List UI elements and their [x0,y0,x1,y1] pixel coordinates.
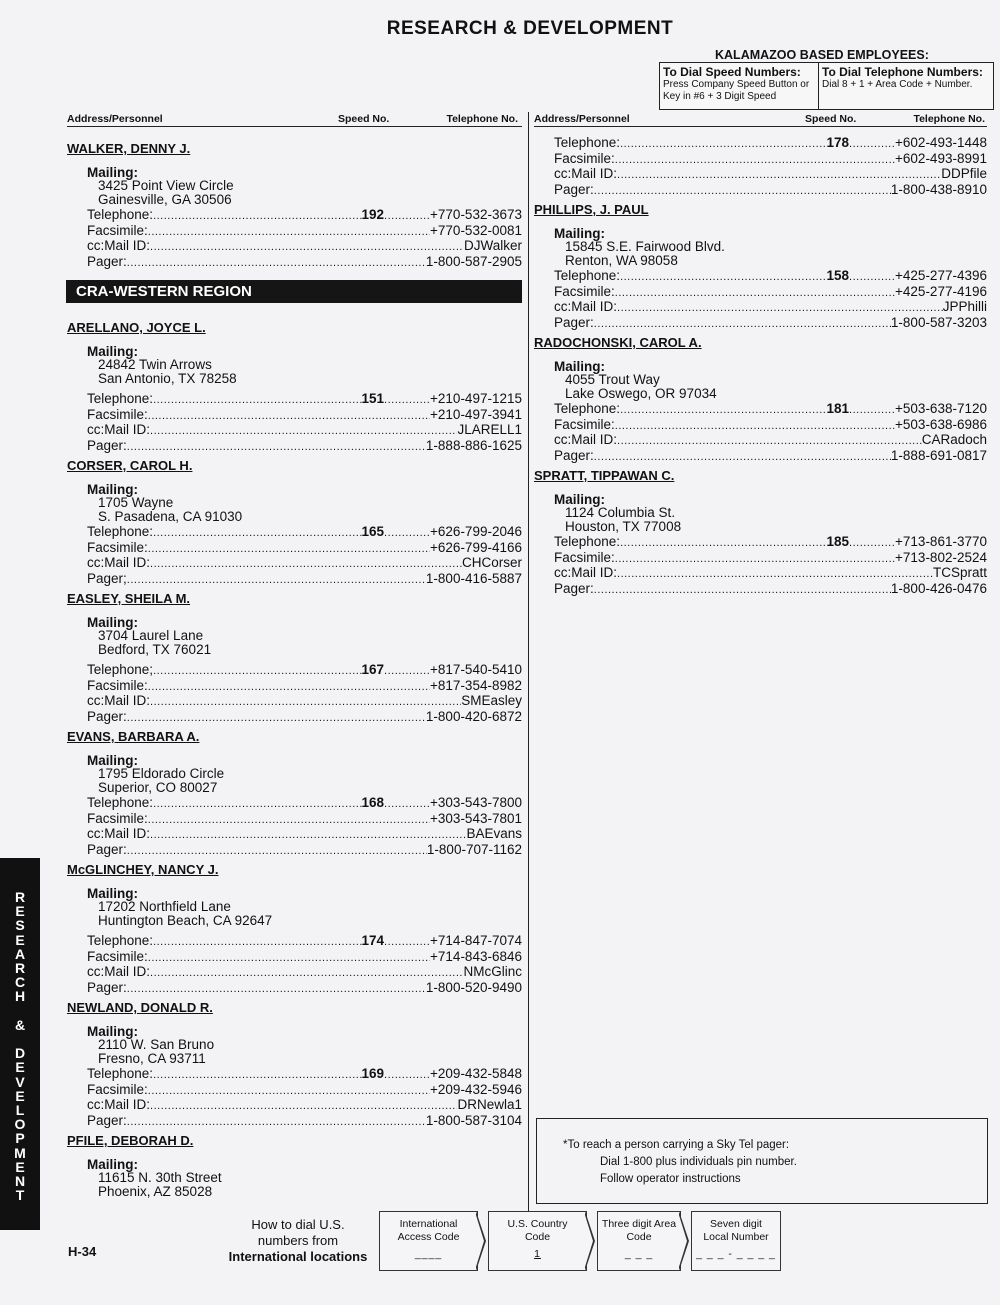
entry-name: RADOCHONSKI, CAROL A. [534,335,702,350]
pager-row: Pager: ..... 1-800-426-0476 [554,582,987,598]
dial-step-access-code: International Access Code ____ [379,1211,478,1271]
entry-name: McGLINCHEY, NANCY J. [67,862,219,877]
column-header-left [67,112,522,127]
address-line: Phoenix, AZ 85028 [98,1183,213,1199]
address-line: Superior, CO 80027 [98,779,218,795]
telephone-row: Telephone: ..... 165 ..... +626-799-2046 [87,525,522,541]
address-line: 11615 N. 30th Street [98,1170,222,1185]
speed-column-header: Speed No. [338,113,390,125]
address-line: Gainesville, GA 30506 [98,191,232,207]
ccmail-row: cc:Mail ID: ..... DDPfile [554,167,987,183]
address-line: S. Pasadena, CA 91030 [98,508,243,524]
pager-row: Pager; ..... 1-800-416-5887 [87,572,522,588]
speed-number: 167 [361,662,385,677]
pager-number: 1-888-886-1625 [425,437,522,453]
address-line: 3704 Laurel Lane [98,628,204,643]
facsimile-row: Facsimile: ..... +210-497-3941 [87,408,522,424]
dial-step-area-code: Three digit Area Code _ _ _ [597,1211,681,1271]
speed-dial-line: Press Company Speed Button or [663,79,810,90]
telephone-row: Telephone: ..... 192 ..... +770-532-3673 [87,208,522,224]
speed-number: 169 [361,1066,385,1081]
entry-name: WALKER, DENNY J. [67,141,191,156]
ccmail-row: cc:Mail ID: ..... DJWalker [87,239,522,255]
ccmail-row: cc:Mail ID: ..... SMEasley [87,694,522,710]
address-line: 2110 W. San Bruno [98,1037,215,1052]
telephone-number: +626-799-2046 [430,524,522,539]
telephone-row: Telephone: ..... 158 ..... +425-277-4396 [554,269,987,285]
pager-number: 1-800-707-1162 [426,841,522,857]
dial-step-country-code: U.S. Country Code 1 [488,1211,587,1271]
address-line: Renton, WA 98058 [565,252,678,268]
ccmail-id: TCSpratt [932,565,987,580]
telephone-row: Telephone: ..... 178 ..... +602-493-1448 [554,136,987,152]
speed-number: 158 [826,268,850,283]
entry-name: PHILLIPS, J. PAUL [534,202,649,217]
address-line: 15845 S.E. Fairwood Blvd. [565,239,725,254]
directory-entry [67,319,522,454]
address-line: 4055 Trout Way [565,372,660,387]
entry-name: NEWLAND, DONALD R. [67,1000,213,1015]
note-line: Dial 1-800 plus individuals pin number. [600,1156,797,1168]
facsimile-row: Facsimile: ..... +714-843-6846 [87,950,522,966]
pager-row: Pager: ..... 1-800-587-2905 [87,255,522,271]
speed-number: 185 [826,534,850,549]
address-line: 17202 Northfield Lane [98,899,231,914]
howto-line: International locations [228,1249,368,1264]
facsimile-row: Facsimile: ..... +770-532-0081 [87,224,522,240]
speed-column-header: Speed No. [805,113,857,125]
pager-row: Pager: ..... 1-800-587-3104 [87,1114,522,1130]
mailing-label: Mailing: [87,482,138,497]
telephone-number: +713-861-3770 [895,534,987,549]
pager-number: 1-800-587-3104 [425,1112,522,1128]
mailing-label: Mailing: [554,492,605,507]
facsimile-row: Facsimile: ..... +209-432-5946 [87,1083,522,1099]
ccmail-id: JPPhilli [942,299,987,314]
pager-row: Pager: ..... 1-800-438-8910 [554,183,987,199]
mailing-label: Mailing: [87,1024,138,1039]
fax-number: +425-277-4196 [895,283,987,299]
telephone-number: +817-540-5410 [430,662,522,677]
ccmail-row: cc:Mail ID: ..... BAEvans [87,827,522,843]
telephone-row: Telephone: ..... 181 ..... +503-638-7120 [554,402,987,418]
telephone-dial-instructions [819,63,986,109]
fax-number: +602-493-8991 [895,150,987,166]
page-number: H-34 [68,1244,97,1259]
right-column [534,136,987,600]
note-line: Follow operator instructions [600,1173,741,1185]
mailing-label: Mailing: [87,165,138,180]
telephone-dial-heading: To Dial Telephone Numbers: [822,65,983,79]
entry-name: CORSER, CAROL H. [67,458,193,473]
telephone-row: Telephone: ..... 174 ..... +714-847-7074 [87,934,522,950]
directory-entry [67,861,522,996]
ccmail-row: cc:Mail ID: ..... NMcGlinc [87,965,522,981]
ccmail-row: cc:Mail ID: ..... CARadoch [554,433,987,449]
ccmail-id: NMcGlinc [463,964,522,979]
mailing-label: Mailing: [87,615,138,630]
section-side-tab [0,858,40,1230]
telephone-row: Telephone: ..... 169 ..... +209-432-5848 [87,1067,522,1083]
facsimile-row: Facsimile: ..... +503-638-6986 [554,418,987,434]
fax-number: +714-843-6846 [430,948,522,964]
address-line: Bedford, TX 76021 [98,641,212,657]
address-line: 1705 Wayne [98,495,174,510]
pager-row: Pager: ..... 1-800-707-1162 [87,843,522,859]
ccmail-row: cc:Mail ID: ..... TCSpratt [554,566,987,582]
mailing-label: Mailing: [87,1157,138,1172]
fax-number: +303-543-7801 [430,810,522,826]
ccmail-id: DDPfile [941,166,987,181]
telephone-row: Telephone: ..... 151 ..... +210-497-1215 [87,392,522,408]
telephone-column-header: Telephone No. [913,113,985,125]
arrow-right-icon [679,1211,689,1271]
directory-entry [534,467,987,597]
facsimile-row: Facsimile: ..... +602-493-8991 [554,152,987,168]
telephone-number: +425-277-4396 [895,268,987,283]
speed-dial-line: Key in #6 + 3 Digit Speed [663,91,777,102]
pager-number: 1-800-587-3203 [890,314,987,330]
mailing-label: Mailing: [554,226,605,241]
fax-number: +770-532-0081 [430,222,522,238]
pager-number: 1-800-438-8910 [890,181,987,197]
ccmail-id: CHCorser [461,555,522,570]
telephone-row: Telephone; ..... 167 ..... +817-540-5410 [87,663,522,679]
mailing-label: Mailing: [554,359,605,374]
ccmail-id: JLARELL1 [457,422,522,437]
speed-dial-instructions [660,63,819,109]
speed-number: 174 [361,933,385,948]
fax-number: +817-354-8982 [430,677,522,693]
ccmail-id: DJWalker [463,238,522,253]
region-heading: CRA-WESTERN REGION [66,280,522,303]
howto-line: How to dial U.S. [251,1217,345,1232]
ccmail-id: DRNewla1 [457,1097,522,1112]
fax-number: +503-638-6986 [895,416,987,432]
mailing-label: Mailing: [87,886,138,901]
address-line: 1124 Columbia St. [565,505,676,520]
directory-entry [67,590,522,725]
dial-step-local-number: Seven digit Local Number _ _ _ - _ _ _ _ [691,1211,781,1271]
pager-number: 1-800-416-5887 [425,570,522,586]
sky-tel-note [536,1118,988,1204]
directory-entry [67,457,522,587]
speed-number: 181 [826,401,850,416]
column-divider [528,112,529,1212]
ccmail-id: BAEvans [466,826,522,841]
speed-number: 192 [361,207,385,222]
telephone-number: +209-432-5848 [430,1066,522,1081]
telephone-row: Telephone: ..... 168 ..... +303-543-7800 [87,796,522,812]
telephone-number: +714-847-7074 [430,933,522,948]
pager-row: Pager: ..... 1-800-420-6872 [87,710,522,726]
mailing-label: Mailing: [87,753,138,768]
fax-number: +209-432-5946 [430,1081,522,1097]
directory-entry [67,1132,522,1198]
page-title: RESEARCH & DEVELOPMENT [386,18,674,39]
directory-entry [67,999,522,1129]
telephone-dial-line: Dial 8 + 1 + Area Code + Number. [822,79,973,90]
ccmail-row: cc:Mail ID: ..... DRNewla1 [87,1098,522,1114]
howto-line: numbers from [257,1233,339,1248]
facsimile-row: Facsimile: ..... +425-277-4196 [554,285,987,301]
address-line: Lake Oswego, OR 97034 [565,385,717,401]
directory-entry [67,140,522,270]
directory-entry [534,334,987,464]
directory-entry [534,201,987,331]
fax-number: +210-497-3941 [430,406,522,422]
address-line: Fresno, CA 93711 [98,1050,206,1066]
note-line: *To reach a person carrying a Sky Tel pager: [563,1139,790,1151]
telephone-row: Telephone: ..... 185 ..... +713-861-3770 [554,535,987,551]
ccmail-row: cc:Mail ID: ..... JLARELL1 [87,423,522,439]
pager-row: Pager: ..... 1-800-520-9490 [87,981,522,997]
speed-number: 151 [361,391,385,406]
entry-name: ARELLANO, JOYCE L. [67,320,206,335]
left-column [67,138,522,1198]
telephone-number: +503-638-7120 [895,401,987,416]
address-line: 1795 Eldorado Circle [98,766,225,781]
international-dialing-title [222,1217,374,1265]
speed-dial-heading: To Dial Speed Numbers: [663,65,801,79]
pager-row: Pager: ..... 1-888-886-1625 [87,439,522,455]
address-line: Houston, TX 77008 [565,518,682,534]
pager-number: 1-800-587-2905 [425,253,522,269]
ccmail-row: cc:Mail ID: ..... CHCorser [87,556,522,572]
address-line: San Antonio, TX 78258 [98,370,237,386]
column-header-right [534,112,987,127]
speed-number: 178 [826,135,850,150]
mailing-label: Mailing: [87,344,138,359]
kalamazoo-title: KALAMAZOO BASED EMPLOYEES: [715,48,929,62]
address-line: 24842 Twin Arrows [98,357,212,372]
facsimile-row: Facsimile: ..... +626-799-4166 [87,541,522,557]
pager-number: 1-888-691-0817 [890,447,987,463]
pager-number: 1-800-426-0476 [890,580,987,596]
address-column-header: Address/Personnel [67,113,163,125]
side-tab-label: R E S E A R C H & D E V E L O P M E N T [14,889,26,1204]
pager-number: 1-800-420-6872 [425,708,522,724]
fax-number: +713-802-2524 [895,549,987,565]
telephone-number: +602-493-1448 [895,135,987,150]
dial-instructions-box [659,62,994,110]
directory-entry [67,728,522,858]
entry-name: SPRATT, TIPPAWAN C. [534,468,675,483]
telephone-number: +210-497-1215 [430,391,522,406]
facsimile-row: Facsimile: ..... +713-802-2524 [554,551,987,567]
ccmail-id: SMEasley [461,693,522,708]
telephone-column-header: Telephone No. [446,113,518,125]
pager-number: 1-800-520-9490 [425,979,522,995]
ccmail-row: cc:Mail ID: ..... JPPhilli [554,300,987,316]
speed-number: 168 [361,795,385,810]
address-line: Huntington Beach, CA 92647 [98,912,273,928]
entry-name: PFILE, DEBORAH D. [67,1133,194,1148]
entry-name: EASLEY, SHEILA M. [67,591,191,606]
address-column-header: Address/Personnel [534,113,630,125]
entry-name: EVANS, BARBARA A. [67,729,200,744]
arrow-right-icon [585,1211,595,1271]
facsimile-row: Facsimile: ..... +303-543-7801 [87,812,522,828]
telephone-number: +770-532-3673 [430,207,522,222]
telephone-number: +303-543-7800 [430,795,522,810]
address-line: 3425 Point View Circle [98,178,234,193]
arrow-right-icon [476,1211,486,1271]
ccmail-id: CARadoch [921,432,987,447]
pager-row: Pager: ..... 1-800-587-3203 [554,316,987,332]
speed-number: 165 [361,524,385,539]
fax-number: +626-799-4166 [430,539,522,555]
pager-row: Pager: ..... 1-888-691-0817 [554,449,987,465]
facsimile-row: Facsimile: ..... +817-354-8982 [87,679,522,695]
